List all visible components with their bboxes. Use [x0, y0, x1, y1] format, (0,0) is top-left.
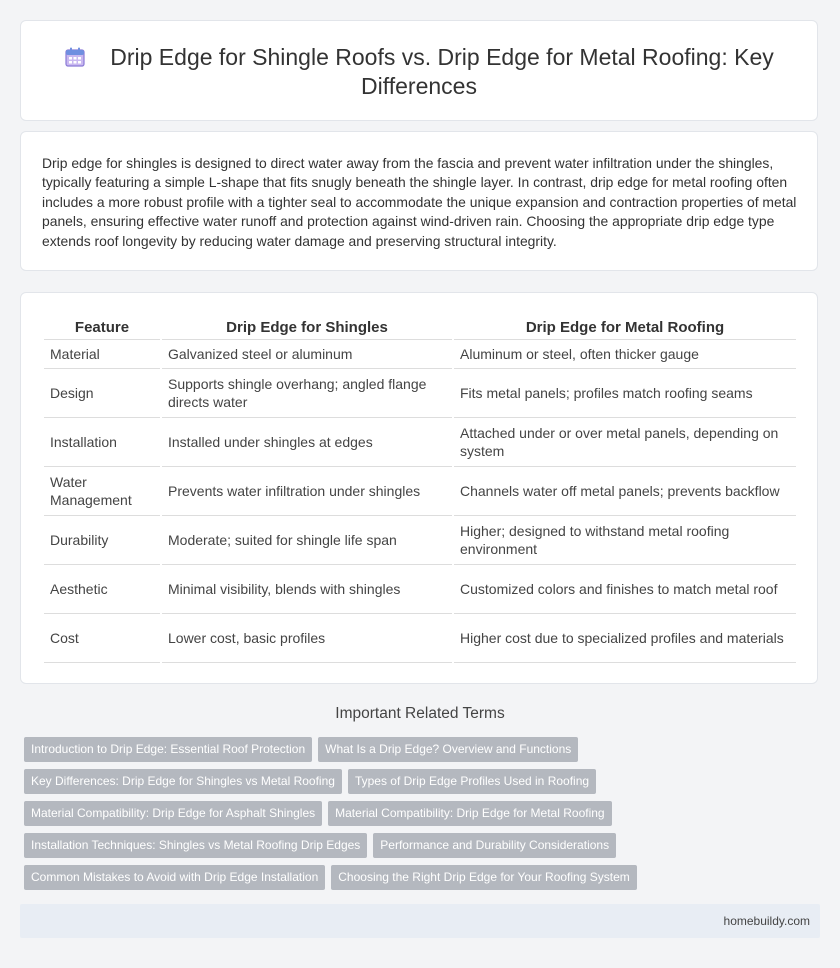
footer — [20, 904, 820, 938]
column-header-metal: Drip Edge for Metal Roofing — [454, 314, 796, 340]
related-term-tag[interactable]: Key Differences: Drip Edge for Shingles vs Metal Roofing — [24, 769, 342, 794]
table-row — [44, 418, 796, 467]
row-metal-value: Aluminum or steel, often thicker gauge — [454, 340, 796, 369]
row-shingles-value: Installed under shingles at edges — [162, 418, 452, 467]
row-metal-value: Fits metal panels; profiles match roofing seams — [454, 369, 796, 418]
row-metal-value: Higher cost due to specialized profiles and materials — [454, 614, 796, 663]
related-term-tag[interactable]: What Is a Drip Edge? Overview and Functions — [318, 737, 578, 762]
row-shingles-value: Galvanized steel or aluminum — [162, 340, 452, 369]
table-row — [44, 565, 796, 614]
column-header-shingles: Drip Edge for Shingles — [162, 314, 452, 340]
related-term-tag[interactable]: Common Mistakes to Avoid with Drip Edge Installation — [24, 865, 325, 890]
row-shingles-value: Prevents water infiltration under shingles — [162, 467, 452, 516]
related-terms-heading: Important Related Terms — [335, 705, 505, 722]
row-feature: Design — [44, 369, 160, 418]
tag-row — [24, 833, 824, 865]
page-title: Drip Edge for Shingle Roofs vs. Drip Edge for Metal Roofing: Key Differences — [110, 44, 774, 99]
related-term-tag[interactable]: Choosing the Right Drip Edge for Your Roofing System — [331, 865, 637, 890]
table-row — [44, 340, 796, 369]
comparison-table — [42, 314, 798, 663]
row-feature: Installation — [44, 418, 160, 467]
table-row — [44, 614, 796, 663]
related-term-tag[interactable]: Types of Drip Edge Profiles Used in Roofing — [348, 769, 596, 794]
related-term-tag[interactable]: Installation Techniques: Shingles vs Metal Roofing Drip Edges — [24, 833, 367, 858]
row-feature: Durability — [44, 516, 160, 565]
tag-row — [24, 865, 824, 897]
tag-row — [24, 801, 824, 833]
intro-paragraph: Drip edge for shingles is designed to direct water away from the fascia and prevent water infiltration under the shingles, typically featuring a simple L-shape that fits snugly beneath the shingle layer. In contrast, drip edge for metal roofing often includes a more robust profile with a tighter seal to accommodate the unique expansion and contraction properties of metal panels, ensuring effective water runoff and protection against wind-driven rain. Choosing the appropriate drip edge type extends roof longevity by reducing water damage and preserving structural integrity. — [42, 155, 797, 249]
row-feature: Water Management — [44, 467, 160, 516]
tag-row — [24, 769, 824, 801]
footer-site-link[interactable]: homebuildy.com — [723, 914, 810, 928]
table-row — [44, 467, 796, 516]
tag-row — [24, 737, 824, 769]
row-feature: Cost — [44, 614, 160, 663]
row-metal-value: Attached under or over metal panels, depending on system — [454, 418, 796, 467]
table-header-row — [44, 314, 796, 340]
row-shingles-value: Supports shingle overhang; angled flange directs water — [162, 369, 452, 418]
row-metal-value: Higher; designed to withstand metal roofing environment — [454, 516, 796, 565]
intro-card — [20, 131, 818, 271]
table-row — [44, 516, 796, 565]
comparison-card — [20, 292, 818, 684]
related-term-tag[interactable]: Material Compatibility: Drip Edge for Metal Roofing — [328, 801, 611, 826]
related-term-tag[interactable]: Material Compatibility: Drip Edge for Asphalt Shingles — [24, 801, 322, 826]
table-row — [44, 369, 796, 418]
row-feature: Aesthetic — [44, 565, 160, 614]
row-feature: Material — [44, 340, 160, 369]
row-shingles-value: Minimal visibility, blends with shingles — [162, 565, 452, 614]
row-metal-value: Channels water off metal panels; prevents backflow — [454, 467, 796, 516]
row-metal-value: Customized colors and finishes to match metal roof — [454, 565, 796, 614]
related-term-tag[interactable]: Introduction to Drip Edge: Essential Roof Protection — [24, 737, 312, 762]
page-title-wrap — [41, 43, 797, 101]
related-terms-list — [24, 737, 824, 897]
row-shingles-value: Moderate; suited for shingle life span — [162, 516, 452, 565]
header-card — [20, 20, 818, 121]
column-header-feature: Feature — [44, 314, 160, 340]
calendar-icon — [64, 46, 86, 68]
row-shingles-value: Lower cost, basic profiles — [162, 614, 452, 663]
related-term-tag[interactable]: Performance and Durability Considerations — [373, 833, 616, 858]
